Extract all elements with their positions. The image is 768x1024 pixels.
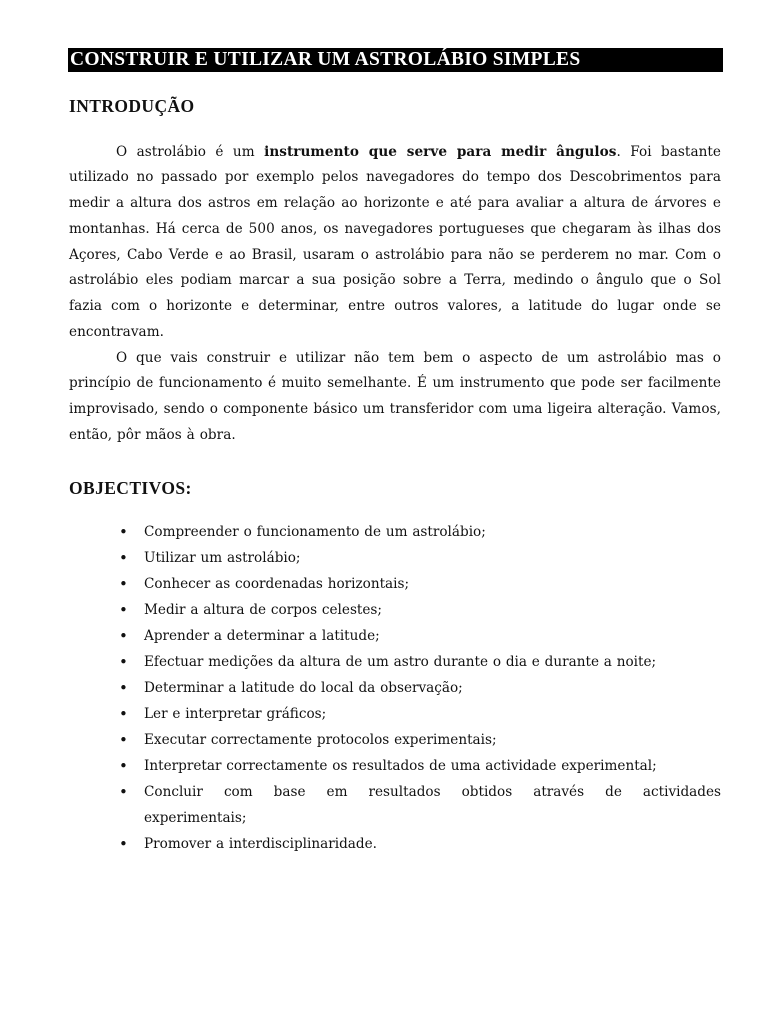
list-item (69, 571, 721, 597)
bullet-icon: • (119, 731, 128, 749)
list-item (69, 597, 721, 623)
list-item (69, 649, 721, 675)
objectives-list (69, 519, 721, 857)
introduction-paragraph-2 (69, 346, 721, 449)
list-item (69, 831, 721, 857)
list-item-text-line-1: Concluir com base em resultados obtidos através de actividades (144, 784, 721, 800)
list-item (69, 701, 721, 727)
paragraph-1-rest: . Foi bastante utilizado no passado por exemplo pelos navegadores do tempo dos Descobrimentos para medir a altura dos astros em relação ao horizonte e até para avaliar a altura de árvores e montanhas. Há cerca de 500 anos, os navegadores portugueses que chegaram às ilhas dos Açores, Cabo Verde e ao Brasil, usaram o astrolábio para não se perderem no mar. Com o astrolábio eles podiam marcar a sua posição sobre a Terra, medindo o ângulo que o Sol fazia com o horizonte e determinar, entre outros valores, a latitude do lugar onde se encontravam. (69, 143, 722, 341)
bullet-icon: • (119, 627, 128, 645)
objectives-heading: OBJECTIVOS: (69, 478, 192, 498)
list-item-text: Efectuar medições da altura de um astro durante o dia e durante a noite; (144, 654, 657, 670)
paragraph-1-bold-phrase: instrumento que serve para medir ângulos (264, 143, 617, 160)
bullet-icon: • (119, 705, 128, 723)
bullet-icon: • (119, 653, 128, 671)
list-item-text: Utilizar um astrolábio; (144, 550, 301, 566)
list-item (69, 519, 721, 545)
bullet-icon: • (119, 549, 128, 567)
list-item (69, 545, 721, 571)
list-item-text: Compreender o funcionamento de um astrolábio; (144, 524, 486, 540)
bullet-icon: • (119, 757, 128, 775)
paragraph-2-text: O que vais construir e utilizar não tem bem o aspecto de um astrolábio mas o princípio de funcionamento é muito semelhante. É um instrumento que pode ser facilmente improvisado, sendo o componente básico um transferidor com uma ligeira alteração. Vamos, então, pôr mãos à obra. (69, 349, 721, 443)
bullet-icon: • (119, 575, 128, 593)
bullet-icon: • (119, 783, 128, 801)
bullet-icon: • (119, 523, 128, 541)
list-item-text: Aprender a determinar a latitude; (144, 628, 380, 644)
list-item-text: Conhecer as coordenadas horizontais; (144, 576, 410, 592)
list-item-text-line-2: experimentais; (144, 810, 247, 826)
document-title: CONSTRUIR E UTILIZAR UM ASTROLÁBIO SIMPLES (68, 48, 723, 72)
bullet-icon: • (119, 679, 128, 697)
list-item-text: Interpretar correctamente os resultados de uma actividade experimental; (144, 758, 657, 774)
list-item (69, 779, 721, 831)
paragraph-1-start: O astrolábio é um (116, 143, 265, 160)
list-item (69, 753, 721, 779)
list-item-text: Promover a interdisciplinaridade. (144, 836, 377, 852)
introduction-paragraph-1 (69, 140, 721, 346)
bullet-icon: • (119, 601, 128, 619)
list-item-text: Ler e interpretar gráficos; (144, 706, 327, 722)
list-item-text: Medir a altura de corpos celestes; (144, 602, 382, 618)
list-item-text: Determinar a latitude do local da observação; (144, 680, 463, 696)
list-item-text: Executar correctamente protocolos experimentais; (144, 732, 497, 748)
list-item (69, 675, 721, 701)
list-item (69, 727, 721, 753)
introduction-heading: INTRODUÇÃO (69, 96, 195, 116)
list-item (69, 623, 721, 649)
bullet-icon: • (119, 835, 128, 853)
